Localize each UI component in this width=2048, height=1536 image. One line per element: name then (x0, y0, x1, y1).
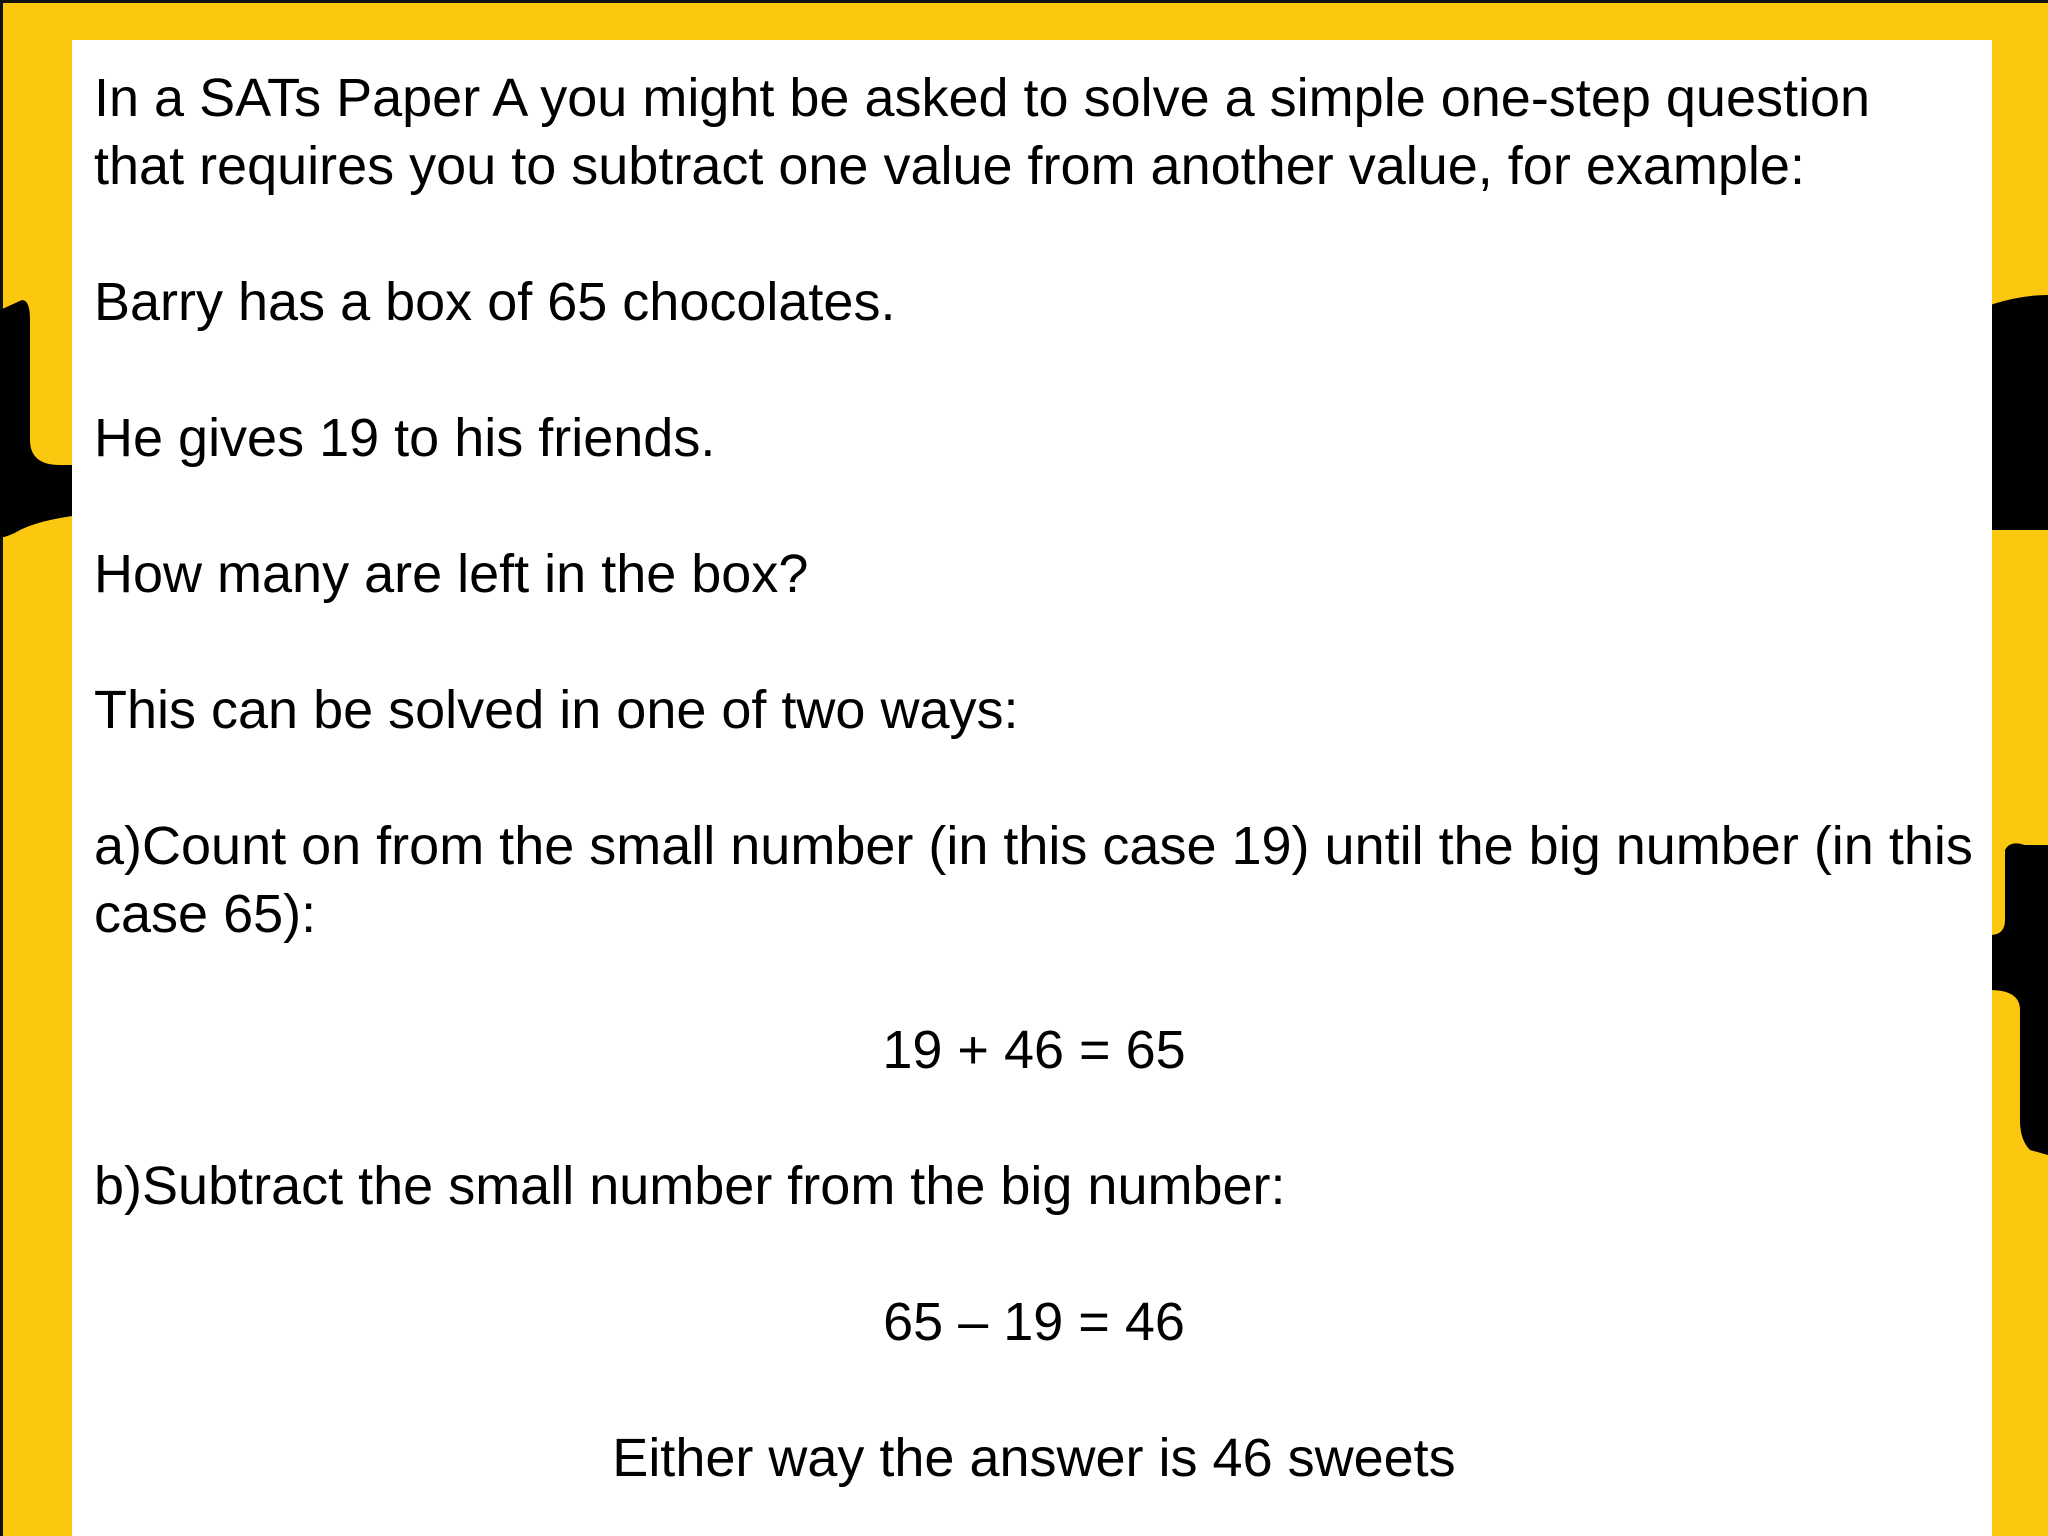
conclusion-text: Either way the answer is 46 sweets (612, 1428, 1456, 1488)
equation-a: 19 + 46 = 65 (882, 1020, 1186, 1080)
slide-panel (72, 40, 1992, 1536)
equation-b: 65 – 19 = 46 (883, 1292, 1185, 1352)
slide-content (94, 64, 1974, 1492)
method-b-text: b)Subtract the small number from the big number: (94, 1156, 1286, 1216)
frame-left-line (0, 0, 3, 1536)
method-a-text: a)Count on from the small number (in this case 19) until the big number (in this case 65): (94, 816, 1973, 944)
puzzle-tab-left (0, 300, 80, 540)
intro-text: In a SATs Paper A you might be asked to solve a simple one-step question that requires you to subtract one value from another value, for example: (94, 68, 1871, 196)
question-text: How many are left in the box? (94, 544, 809, 604)
frame-top-line (0, 0, 2048, 3)
problem-line-2: He gives 19 to his friends. (94, 408, 716, 468)
methods-intro: This can be solved in one of two ways: (94, 680, 1019, 740)
puzzle-tab-right-bottom (1990, 840, 2048, 1160)
problem-line-1: Barry has a box of 65 chocolates. (94, 272, 896, 332)
puzzle-tab-right-top (1990, 295, 2048, 535)
